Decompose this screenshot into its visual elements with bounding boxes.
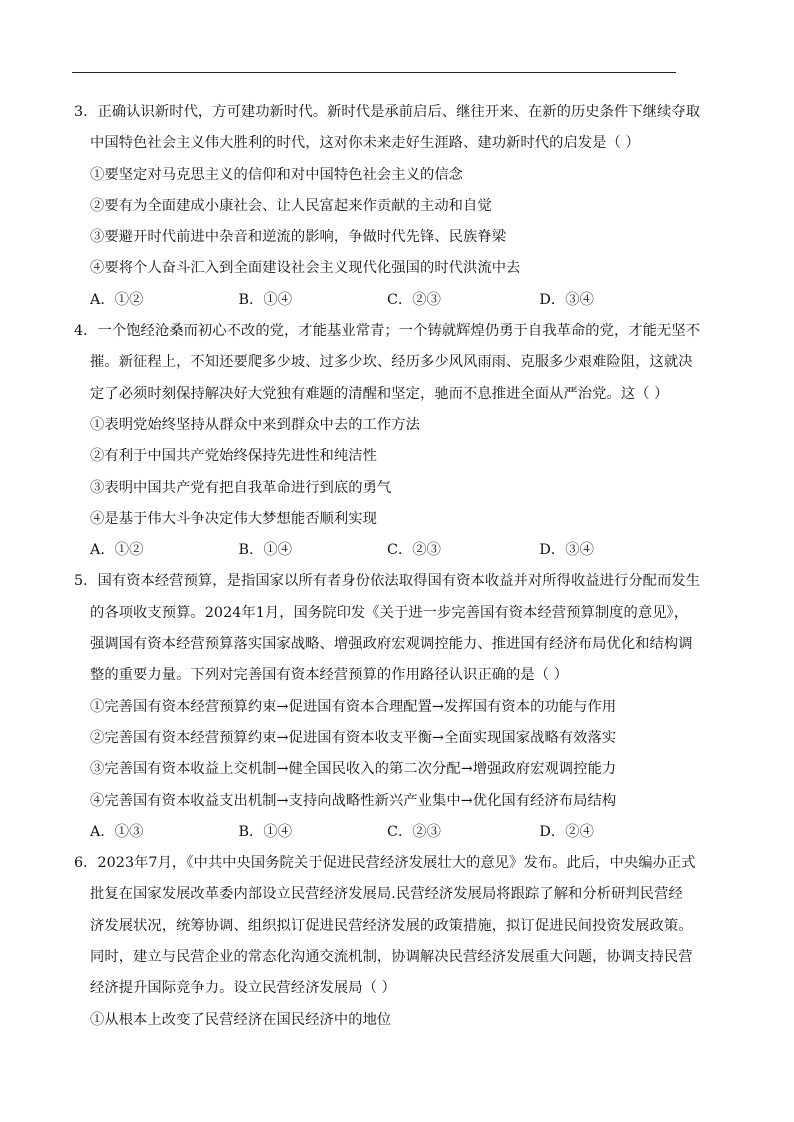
answer-choice[interactable]: C．②③ xyxy=(386,291,441,308)
question-stem-text: 国有资本经营预算，是指国家以所有者身份依法取得国有资本收益并对所得收益进行分配而发生 xyxy=(97,573,701,590)
statement-option: ④完善国有资本收益支出机制→支持向战略性新兴产业集中→优化国有经济布局结构 xyxy=(90,792,617,809)
statement-option: ④是基于伟大斗争决定伟大梦想能否顺利实现 xyxy=(90,510,377,527)
answer-choices xyxy=(74,285,678,316)
question-stem-line xyxy=(74,97,701,128)
question-stem-text: 同时，建立与民营企业的常态化沟通交流机制，协调解决民营经济发展重大问题，协调支持民营 xyxy=(90,949,693,966)
question-stem-line xyxy=(74,911,693,942)
question-stem-line xyxy=(74,379,678,410)
question-block xyxy=(74,848,696,1036)
question-stem-text: 2023年7月，《中共中央国务院关于促进民营经济发展壮大的意见》发布。此后，中央编办正式 xyxy=(97,855,696,872)
question-stem-text: 经济提升国际竞争力。设立民营经济发展局（ ） xyxy=(90,980,396,997)
statement-option: ②要有为全面建成小康社会、让人民富起来作贡献的主动和自觉 xyxy=(90,197,492,214)
statement-option: ①要坚定对马克思主义的信仰和对中国特色社会主义的信念 xyxy=(90,166,464,183)
question-stem-line xyxy=(74,598,689,629)
question-stem-line xyxy=(74,879,683,910)
answer-choice[interactable]: D．③④ xyxy=(539,542,594,559)
answer-choice[interactable]: A．①② xyxy=(90,291,144,308)
answer-choice[interactable]: D．②④ xyxy=(539,823,594,840)
answer-choice[interactable]: B．①④ xyxy=(238,823,293,840)
question-stem-line xyxy=(74,566,701,597)
question-stem-line xyxy=(74,942,693,973)
statement-option: ④要将个人奋斗汇入到全面建设社会主义现代化强国的时代洪流中去 xyxy=(90,260,521,277)
question-stem-line xyxy=(74,316,701,347)
question-stem-text: 的各项收支预算。2024年1月，国务院印发《关于进一步完善国有资本经营预算制度的意见》， xyxy=(90,604,689,621)
answer-choice[interactable]: A．①② xyxy=(90,542,144,559)
question-stem-text: 摧。新征程上，不知还要爬多少坡、过多少坎、经历多少风风雨雨、克服多少艰难险阻，这就决 xyxy=(90,354,693,371)
question-number: 5． xyxy=(74,573,98,590)
question-stem-line xyxy=(74,347,693,378)
statement-option: ③表明中国共产党有把自我革命进行到底的勇气 xyxy=(90,479,392,496)
question-stem-text: 定了必须时刻保持解决好大党独有难题的清醒和坚定，驰而不息推进全面从严治党。这（ ） xyxy=(90,385,669,402)
question-number: 6． xyxy=(74,855,98,872)
question-stem-line xyxy=(74,629,693,660)
question-stem-text: 济发展状况，统筹协调、组织拟订促进民营经济发展的政策措施，拟订促进民间投资发展政策。 xyxy=(90,917,693,934)
statement-option: ②完善国有资本经营预算约束→促进国有资本收支平衡→全面实现国家战略有效落实 xyxy=(90,729,617,746)
question-block xyxy=(74,316,701,566)
statement-option: ①完善国有资本经营预算约束→促进国有资本合理配置→发挥国有资本的功能与作用 xyxy=(90,698,617,715)
answer-choice[interactable]: B．①④ xyxy=(238,291,293,308)
question-block xyxy=(74,566,701,848)
question-stem-text: 中国特色社会主义伟大胜利的时代，这对你未来走好生涯路、建功新时代的启发是（ ） xyxy=(90,135,640,152)
question-stem-line xyxy=(74,973,678,1004)
question-stem-text: 一个饱经沧桑而初心不改的党，才能基业常青；一个铸就辉煌仍勇于自我革命的党，才能无坚不 xyxy=(97,323,701,340)
question-list xyxy=(74,97,701,1036)
answer-choice[interactable]: C．②③ xyxy=(386,823,441,840)
statement-option: ③要避开时代前进中杂音和逆流的影响，争做时代先锋、民族脊梁 xyxy=(90,229,507,246)
statement-option: ②有利于中国共产党始终保持先进性和纯洁性 xyxy=(90,448,377,465)
statement-option: ①表明党始终坚持从群众中来到群众中去的工作方法 xyxy=(90,416,420,433)
question-number: 3． xyxy=(74,104,98,120)
answer-choice[interactable]: B．①④ xyxy=(238,542,293,559)
answer-choice[interactable]: C．②③ xyxy=(386,542,441,559)
statement-option: ①从根本上改变了民营经济在国民经济中的地位 xyxy=(90,1011,392,1028)
question-stem-text: 批复在国家发展改革委内部设立民营经济发展局.民营经济发展局将跟踪了解和分析研判民营经 xyxy=(90,886,683,903)
question-stem-line xyxy=(74,660,678,691)
question-block xyxy=(74,97,701,316)
question-number: 4． xyxy=(74,323,98,340)
question-stem-text: 强调国有资本经营预算落实国家战略、增强政府宏观调控能力、推进国有经济布局优化和结构调 xyxy=(90,636,693,653)
statement-option: ③完善国有资本收益上交机制→健全国民收入的第二次分配→增强政府宏观调控能力 xyxy=(90,761,617,778)
question-stem-text: 整的重要力量。下列对完善国有资本经营预算的作用路径认识正确的是（ ） xyxy=(90,667,569,684)
answer-choice[interactable]: A．①③ xyxy=(90,823,144,840)
answer-choices xyxy=(74,817,678,848)
answer-choice[interactable]: D．③④ xyxy=(539,291,594,308)
question-stem-text: 正确认识新时代，方可建功新时代。新时代是承前启后、继往开来、在新的历史条件下继续夺取 xyxy=(97,104,701,120)
header-rule xyxy=(72,72,676,73)
question-stem-line xyxy=(74,848,696,879)
question-stem-line xyxy=(74,128,678,159)
answer-choices xyxy=(74,535,678,566)
